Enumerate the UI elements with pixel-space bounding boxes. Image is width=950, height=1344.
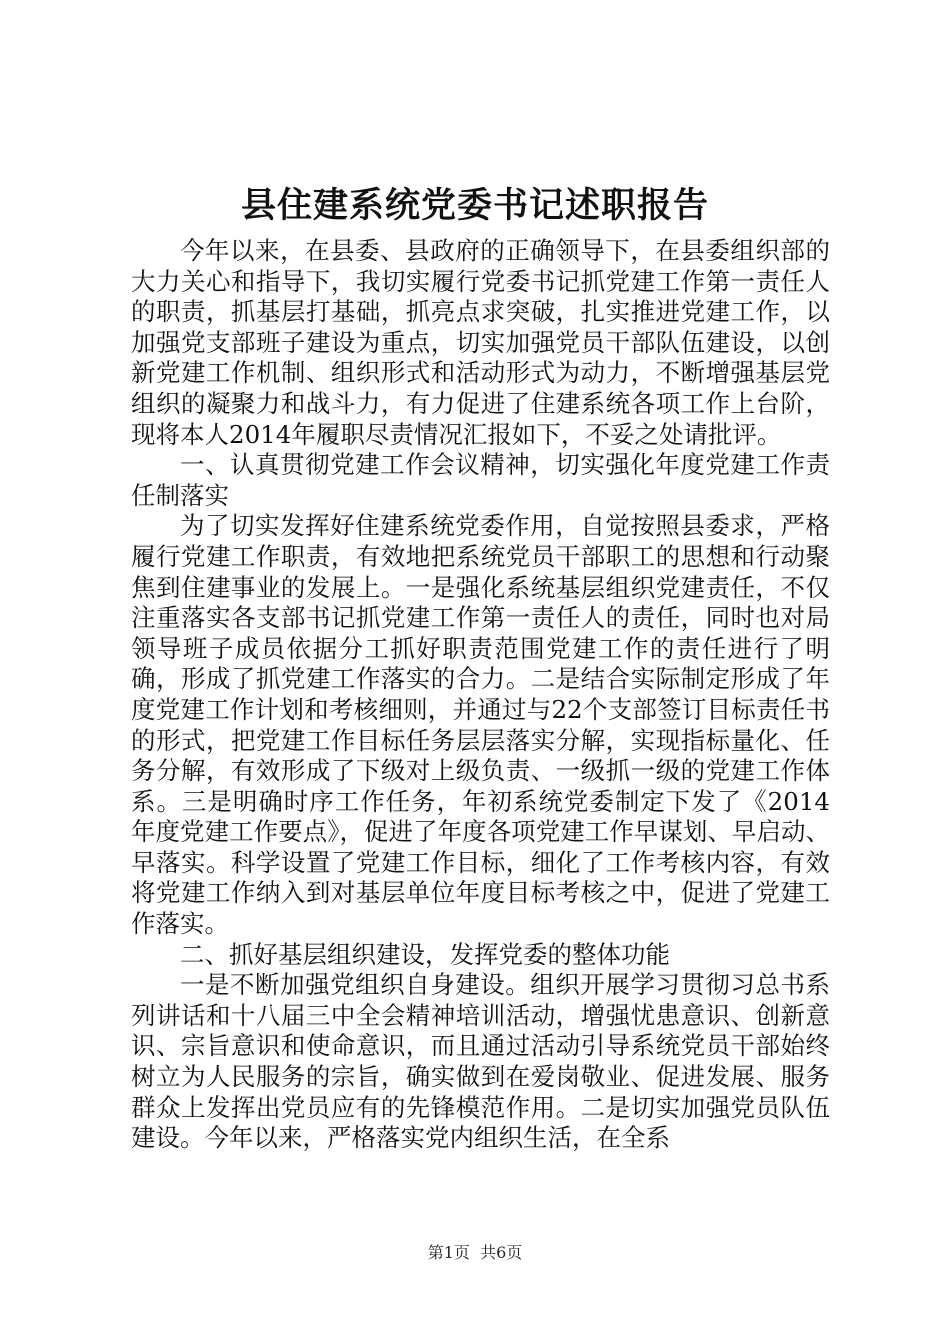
document-body (131, 236, 830, 1154)
page-total: 共6页 (480, 1243, 523, 1262)
paragraph-section-2: 一是不断加强党组织自身建设。组织开展学习贯彻习总书系列讲话和十八届三中全会精神培训活动，增强忧患意识、创新意识、宗旨意识和使命意识，而且通过活动引导系统党员干部始终树立为人民服务的宗旨，确实做到在爱岗敬业、促进发展、服务群众上发挥出党员应有的先锋模范作用。二是切实加强党员队伍建设。今年以来，严格落实党内组织生活，在全系 (131, 970, 830, 1153)
paragraph-section-1: 为了切实发挥好住建系统党委作用，自觉按照县委求，严格履行党建工作职责，有效地把系统党员干部职工的思想和行动聚焦到住建事业的发展上。一是强化系统基层组织党建责任，不仅注重落实各支部书记抓党建工作第一责任人的责任，同时也对局领导班子成员依据分工抓好职责范围党建工作的责任进行了明确，形成了抓党建工作落实的合力。二是结合实际制定形成了年度党建工作计划和考核细则，并通过与22个支部签订目标责任书的形式，把党建工作目标任务层层落实分解，实现指标量化、任务分解，有效形成了下级对上级负责、一级抓一级的党建工作体系。三是明确时序工作任务，年初系统党委制定下发了《2014年度党建工作要点》，促进了年度各项党建工作早谋划、早启动、早落实。科学设置了党建工作目标，细化了工作考核内容，有效将党建工作纳入到对基层单位年度目标考核之中，促进了党建工作落实。 (131, 511, 830, 939)
section-heading-2: 二、抓好基层组织建设，发挥党委的整体功能 (180, 939, 670, 969)
section-heading-1: 一、认真贯彻党建工作会议精神，切实强化年度党建工作责任制落实 (131, 450, 830, 510)
document-title: 县住建系统党委书记述职报告 (240, 185, 709, 226)
page-number: 第1页 (427, 1243, 470, 1262)
footer-separator (470, 1243, 480, 1262)
paragraph-intro: 今年以来，在县委、县政府的正确领导下，在县委组织部的大力关心和指导下，我切实履行党委书记抓党建工作第一责任人的职责，抓基层打基础，抓亮点求突破，扎实推进党建工作，以加强党支部班子建设为重点，切实加强党员干部队伍建设，以创新党建工作机制、组织形式和活动形式为动力，不断增强基层党组织的凝聚力和战斗力，有力促进了住建系统各项工作上台阶，现将本人2014年履职尽责情况汇报如下，不妥之处请批评。 (131, 236, 830, 449)
page-footer (0, 1242, 950, 1264)
